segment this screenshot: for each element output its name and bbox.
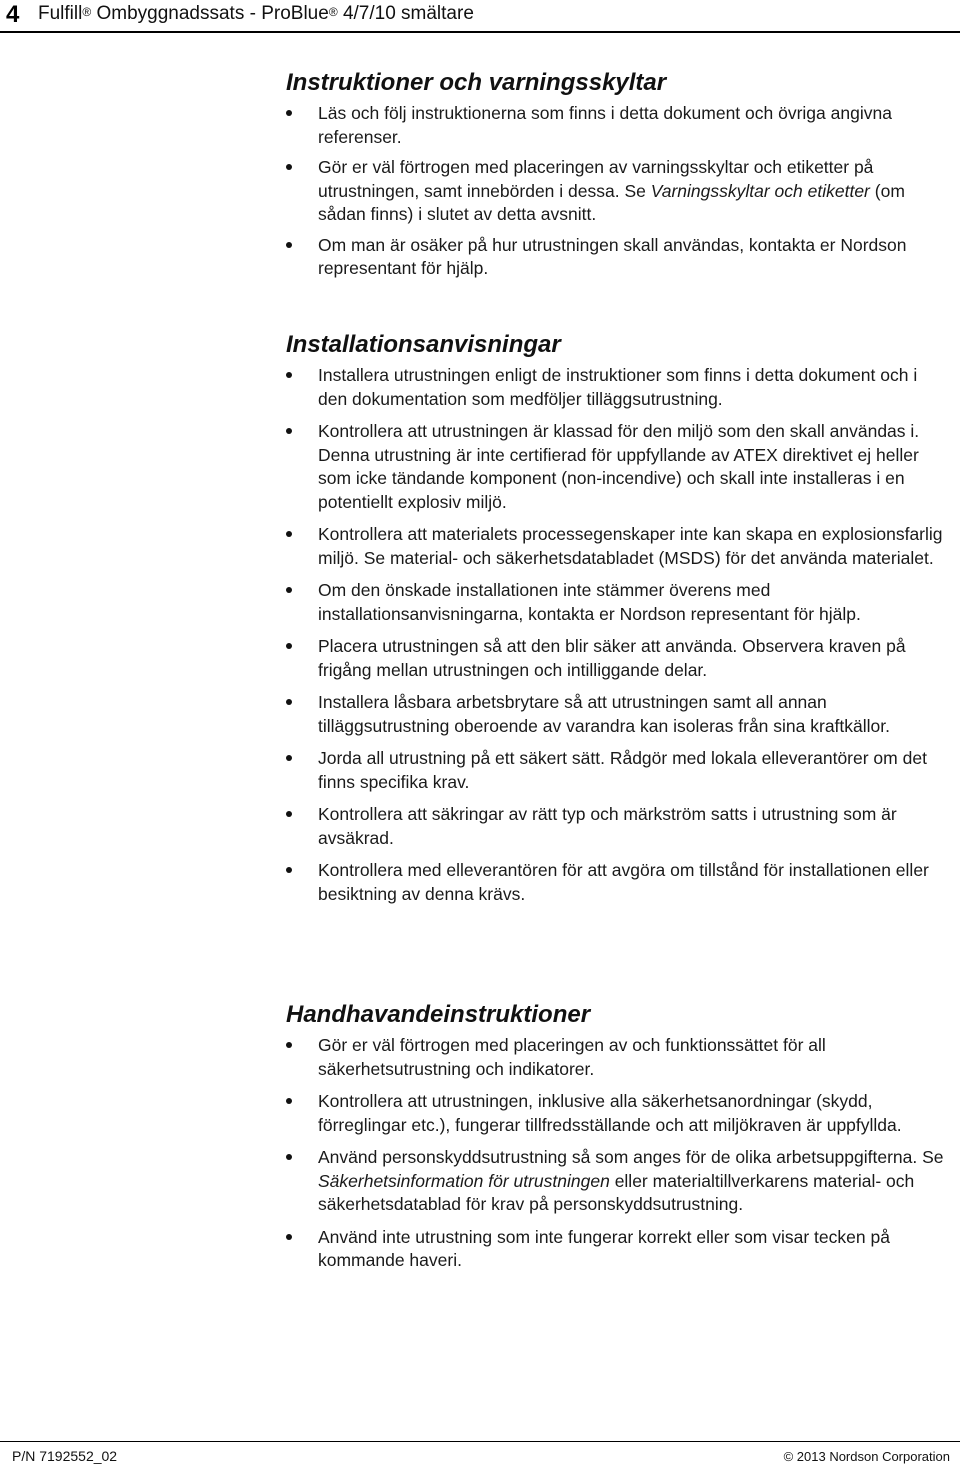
list-item-text: Använd inte utrustning som inte fungerar korrekt eller som visar tecken på kommande haveri.: [318, 1226, 890, 1270]
list-item: [286, 747, 946, 794]
bullet-icon: [286, 428, 292, 434]
list-item: [286, 859, 946, 906]
list-item: [286, 635, 946, 682]
bullet-icon: [286, 164, 292, 170]
list-item-text-part: Använd personskyddsutrustning så som anges för de olika arbetsuppgifterna. Se: [318, 1147, 944, 1167]
bullet-icon: [286, 1154, 292, 1160]
registered-mark: ®: [82, 5, 92, 19]
list-item: [286, 1226, 946, 1273]
section-heading-handhavande: Handhavandeinstruktioner: [286, 1001, 591, 1028]
registered-mark: ®: [328, 5, 338, 19]
bullet-icon: [286, 643, 292, 649]
list-item-text: Läs och följ instruktionerna som finns i detta dokument och övriga angivna referenser.: [318, 103, 892, 147]
list-item: [286, 803, 946, 850]
copyright-notice: © 2013 Nordson Corporation: [783, 1449, 950, 1464]
list-item-text-part: Gör er väl förtrogen med placeringen av varningsskyltar och etiketter på utrustningen, samt innebörden i dessa. Se: [318, 157, 874, 201]
list-item: [286, 420, 946, 514]
bullet-icon: [286, 1234, 292, 1240]
list-item-text: Om den önskade installationen inte stämmer överens med installationsanvisningarna, kontakta er Nordson representant för hjälp.: [318, 580, 861, 624]
list-item: [286, 234, 946, 281]
list-item: [286, 1090, 946, 1137]
list-item-text: Kontrollera att utrustningen är klassad för den miljö som den skall användas i. Denna utrustning är inte certifierad för uppfyllande av ATEX direktivet ej heller som icke tändande komponent (non-incendive) och skall inte installeras i en potentiellt explosiv miljö.: [318, 421, 920, 512]
list-item: [286, 691, 946, 738]
bullet-icon: [286, 531, 292, 537]
section-heading-instruktioner: Instruktioner och varningsskyltar: [286, 69, 667, 96]
list-item-text: [318, 157, 905, 224]
bullet-list-instruktioner: [286, 102, 946, 281]
list-item-text: Jorda all utrustning på ett säkert sätt. Rådgör med lokala elleverantörer om det finns specifika krav.: [318, 748, 927, 792]
list-item-text: Kontrollera att säkringar av rätt typ och märkström satts i utrustning som är avsäkrad.: [318, 804, 897, 848]
bullet-icon: [286, 242, 292, 248]
bullet-icon: [286, 867, 292, 873]
bullet-list-installation: [286, 364, 946, 906]
list-item: [286, 1034, 946, 1081]
list-item-text: Kontrollera att utrustningen, inklusive alla säkerhetsanordningar (skydd, förreglingar etc.), fungerar tillfredsställande och att miljökraven är uppfyllda.: [318, 1091, 902, 1135]
list-item-text: Installera låsbara arbetsbrytare så att utrustningen samt all annan tilläggsutrustning oberoende av varandra kan isoleras från sina kraftkällor.: [318, 692, 890, 736]
bullet-icon: [286, 811, 292, 817]
section-heading-installation: Installationsanvisningar: [286, 331, 561, 358]
bullet-icon: [286, 372, 292, 378]
list-item: [286, 156, 946, 227]
header-brand: Fulfill: [38, 3, 83, 24]
list-item-text: Om man är osäker på hur utrustningen skall användas, kontakta er Nordson representant för hjälp.: [318, 234, 907, 278]
list-item: [286, 364, 946, 411]
list-item-text: [318, 1147, 944, 1214]
bullet-list-handhavande: [286, 1034, 946, 1273]
part-number: P/N 7192552_02: [12, 1448, 118, 1464]
header-divider: [0, 31, 960, 33]
bullet-icon: [286, 110, 292, 116]
header-product: Ombyggnadssats - ProBlue: [96, 3, 329, 24]
list-item-text: Installera utrustningen enligt de instruktioner som finns i detta dokument och i den dokumentation som medföljer tilläggsutrustning.: [318, 365, 918, 409]
cross-reference: Säkerhetsinformation för utrustningen: [318, 1170, 610, 1191]
page-header: [0, 0, 960, 33]
list-item-text: Kontrollera att materialets processegenskaper inte kan skapa en explosionsfarlig miljö. Se material- och säkerhetsdatabladet (MSDS) för det använda materialet.: [318, 524, 943, 568]
bullet-icon: [286, 1098, 292, 1104]
list-item-text: Gör er väl förtrogen med placeringen av och funktionssättet för all säkerhetsutrustning och indikatorer.: [318, 1035, 826, 1079]
list-item: [286, 523, 946, 570]
list-item-text-part: (om sådan finns) i slutet av detta avsnitt.: [318, 180, 905, 224]
header-product-suffix: 4/7/10 smältare: [342, 3, 474, 24]
list-item: [286, 579, 946, 626]
footer-divider: [0, 1441, 960, 1442]
list-item-text-part: eller materialtillverkarens material- och säkerhetsdatablad för krav på personskyddsutrustning.: [318, 1170, 915, 1214]
bullet-icon: [286, 699, 292, 705]
list-item-text: Kontrollera med elleverantören för att avgöra om tillstånd för installationen eller besiktning av denna krävs.: [318, 860, 929, 904]
list-item-text: Placera utrustningen så att den blir säker att använda. Observera kraven på frigång mellan utrustningen och intilliggande delar.: [318, 636, 906, 680]
cross-reference: Varningsskyltar och etiketter: [650, 180, 870, 201]
bullet-icon: [286, 755, 292, 761]
list-item: [286, 1146, 946, 1217]
list-item: [286, 102, 946, 149]
bullet-icon: [286, 1042, 292, 1048]
page-number: 4: [6, 1, 20, 28]
bullet-icon: [286, 587, 292, 593]
header-title: [38, 3, 474, 25]
